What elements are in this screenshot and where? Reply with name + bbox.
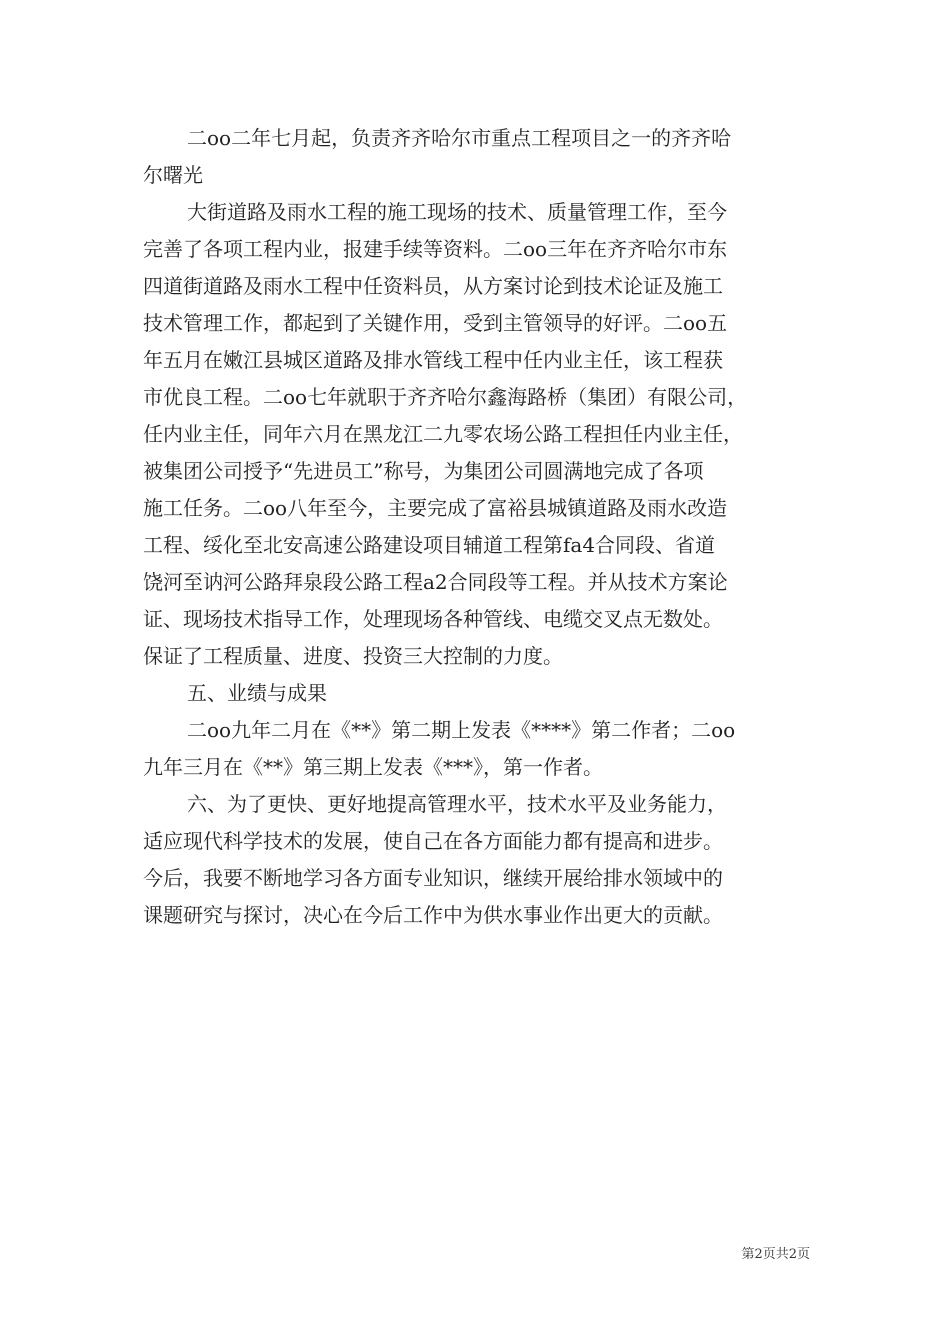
text-line: 四道街道路及雨水工程中任资料员，从方案讨论到技术论证及施工 (143, 274, 723, 298)
text-line: 工程、绥化至北安高速公路建设项目辅道工程第fa4合同段、省道 (143, 533, 716, 557)
text-line: 市优良工程。二oo七年就职于齐齐哈尔鑫海路桥（集团）有限公司， (143, 385, 748, 409)
text-line: 保证了工程质量、进度、投资三大控制的力度。 (143, 644, 563, 668)
section-heading: 五、业绩与成果 (187, 681, 327, 705)
text-line: 任内业主任，同年六月在黑龙江二九零农场公路工程担任内业主任， (143, 422, 743, 446)
text-line: 年五月在嫩江县城区道路及排水管线工程中任内业主任，该工程获 (143, 348, 723, 372)
text-line: 适应现代科学技术的发展，使自己在各方面能力都有提高和进步。 (143, 829, 723, 853)
text-line: 施工任务。二oo八年至今，主要完成了富裕县城镇道路及雨水改造 (143, 496, 728, 520)
text-line: 今后，我要不断地学习各方面专业知识，继续开展给排水领域中的 (143, 866, 723, 890)
text-line: 完善了各项工程内业，报建手续等资料。二oo三年在齐齐哈尔市东 (143, 237, 728, 261)
page-number: 第2页共2页 (741, 1247, 810, 1262)
text-line: 二oo九年二月在《**》第二期上发表《****》第二作者；二oo (187, 718, 736, 742)
text-line: 被集团公司授予“先进员工”称号，为集团公司圆满地完成了各项 (143, 459, 704, 483)
document-body (143, 120, 813, 934)
text-line: 饶河至讷河公路拜泉段公路工程a2合同段等工程。并从技术方案论 (143, 570, 728, 594)
text-line: 课题研究与探讨，决心在今后工作中为供水事业作出更大的贡献。 (143, 903, 723, 927)
text-line: 六、为了更快、更好地提高管理水平，技术水平及业务能力， (187, 792, 727, 816)
text-line: 技术管理工作，都起到了关键作用，受到主管领导的好评。二oo五 (143, 311, 728, 335)
text-line: 九年三月在《**》第三期上发表《***》，第一作者。 (143, 755, 603, 779)
text-line: 大街道路及雨水工程的施工现场的技术、质量管理工作，至今 (187, 200, 727, 224)
text-line: 证、现场技术指导工作，处理现场各种管线、电缆交叉点无数处。 (143, 607, 723, 631)
text-line: 二oo二年七月起，负责齐齐哈尔市重点工程项目之一的齐齐哈 (187, 126, 732, 150)
text-line: 尔曙光 (143, 163, 203, 187)
